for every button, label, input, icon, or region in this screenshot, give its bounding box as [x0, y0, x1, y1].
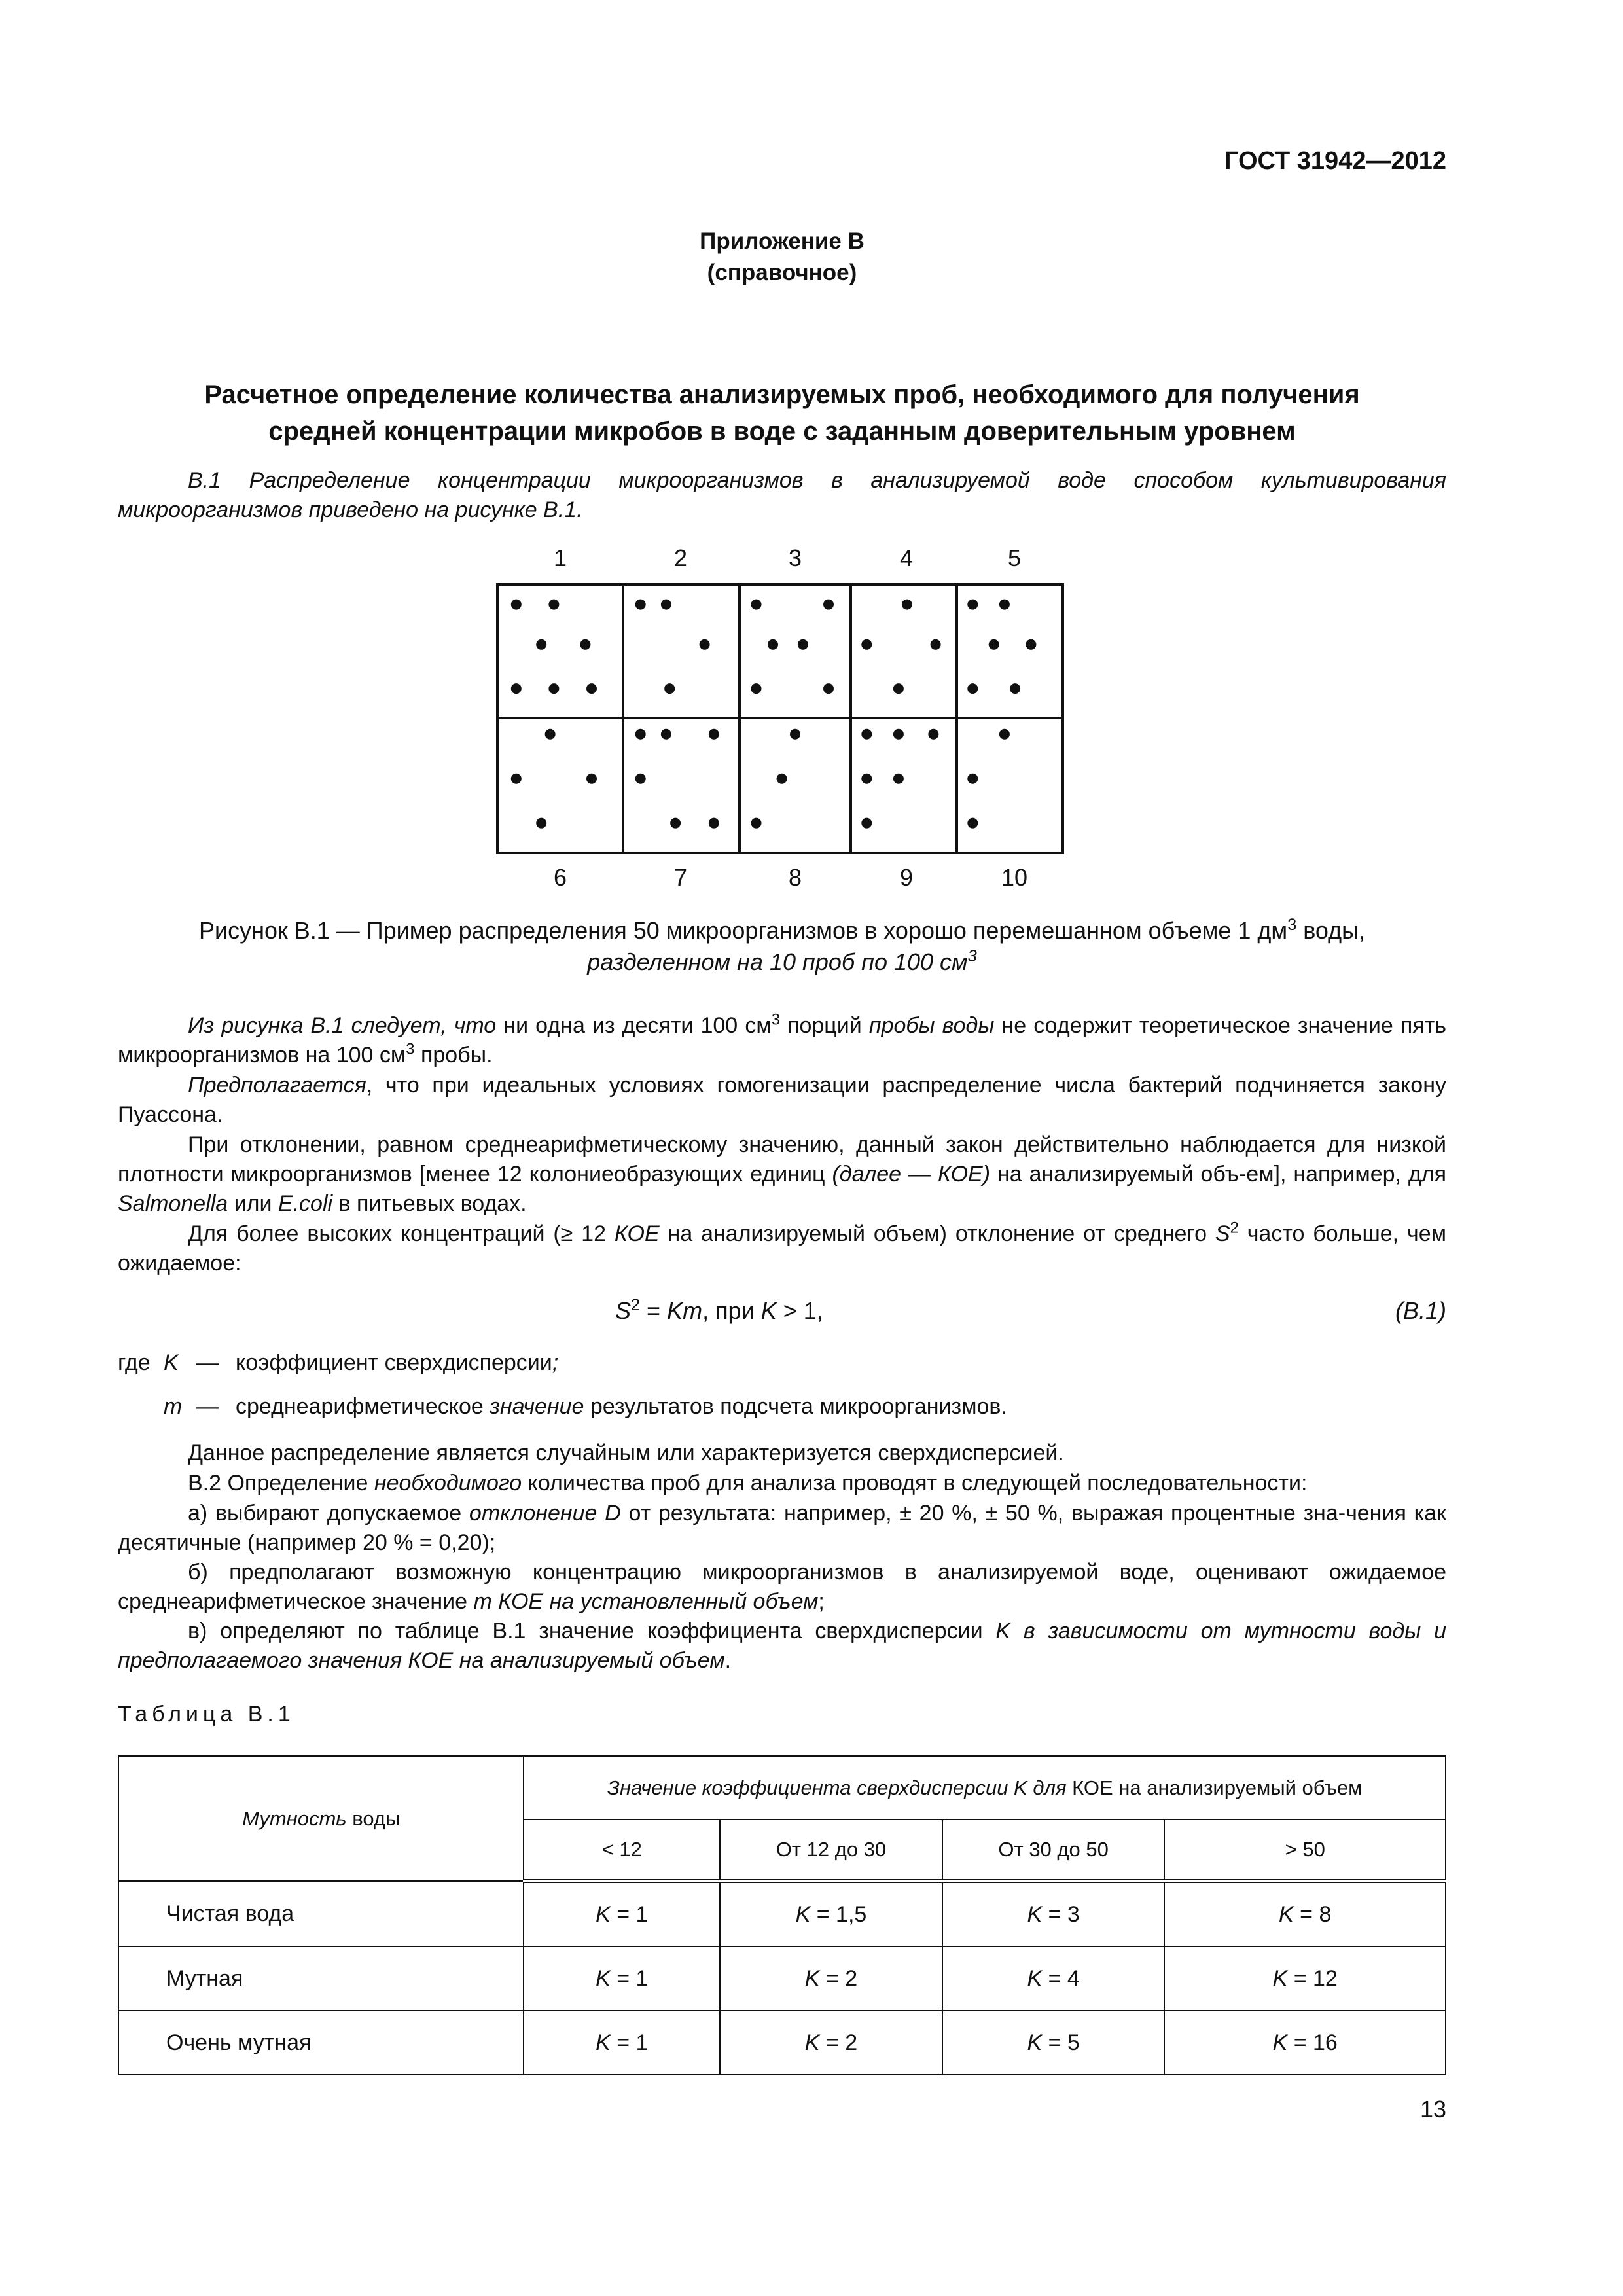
text-italic: Мутность — [242, 1806, 347, 1830]
text: , что при идеальных условиях гомогенизации распределение числа бактерий подчиняется закону Пуассона. — [118, 1073, 1446, 1127]
text-italic: пробы воды — [868, 1013, 995, 1038]
k-symbol: K — [1279, 1901, 1294, 1927]
text: = — [810, 1901, 836, 1927]
microorganism-dot — [536, 818, 546, 829]
table-row-label: Чистая вода — [118, 1881, 524, 1946]
text: В.2 Определение — [188, 1471, 374, 1496]
table-cell — [720, 2011, 942, 2075]
text-italic: необходимого — [374, 1471, 522, 1496]
text-italic: m КОЕ на установленный объем — [473, 1589, 819, 1614]
cell-value: 1 — [635, 1965, 649, 1991]
text: ни одна из десяти 100 см — [496, 1013, 772, 1038]
microorganism-dot — [967, 818, 978, 829]
paragraph-poisson — [118, 1071, 1446, 1130]
microorganism-dot — [967, 683, 978, 694]
cell-label-top: 1 — [553, 545, 567, 571]
text: ; — [818, 1589, 825, 1614]
microorganism-dot — [751, 683, 762, 694]
microorganism-dot — [1026, 639, 1036, 650]
table-cell — [720, 1946, 942, 2011]
where-prefix: где — [118, 1350, 151, 1375]
microorganism-dot — [823, 600, 834, 610]
k-symbol: K — [1027, 1901, 1043, 1927]
table-column-header: От 12 до 30 — [720, 1820, 942, 1881]
text-italic: Значение коэффициента сверхдисперсии K для — [607, 1776, 1067, 1799]
text-italic: Salmonella — [118, 1191, 228, 1216]
text-italic: S — [1215, 1221, 1230, 1246]
cell-value: 8 — [1319, 1901, 1332, 1927]
k-symbol: K — [596, 1901, 611, 1927]
text-italic: K в зависимости от мутности воды и предполагаемого значения КОЕ на анализируемый объем — [118, 1619, 1446, 1673]
text: в питьевых водах. — [332, 1191, 527, 1216]
text: порций — [779, 1013, 869, 1038]
table-row — [118, 2011, 1446, 2075]
k-symbol: K — [596, 2030, 611, 2055]
table-cell — [720, 1881, 942, 1946]
text: а) выбирают допускаемое — [188, 1501, 469, 1526]
microorganism-dot — [635, 600, 646, 610]
caption-line-1 — [118, 915, 1446, 946]
microorganism-dot — [893, 774, 904, 784]
text: не содержит теоретическое значение пять микроорганизмов на 100 см — [118, 1013, 1447, 1067]
where-dash: — — [196, 1350, 219, 1375]
microorganism-dot — [548, 600, 559, 610]
text-italic: отклонение D — [469, 1501, 621, 1526]
text: При отклонении, равном среднеарифметическому значению, данный закон действительно наблюдается для низкой плотности микроорганизмов [менее 12 колониеобразующих единиц — [118, 1132, 1446, 1187]
formula-text: = — [640, 1297, 668, 1324]
k-symbol: K — [1027, 1965, 1043, 1991]
text: Для более высоких концентраций (≥ 12 — [188, 1221, 615, 1246]
text: = — [610, 2030, 636, 2055]
where-dash: — — [196, 1394, 219, 1419]
text: = — [1042, 2030, 1067, 2055]
table-cell — [1164, 1881, 1446, 1946]
text-italic: (далее — КОЕ) — [832, 1162, 991, 1187]
text: = — [1287, 2030, 1313, 2055]
text: . — [724, 1648, 732, 1673]
text: КОЕ на анализируемый объем — [1066, 1776, 1363, 1799]
paragraph-high-concentration — [118, 1219, 1446, 1278]
microorganism-dot — [751, 600, 762, 610]
cell-label-bottom: 7 — [673, 864, 688, 891]
document-code: ГОСТ 31942—2012 — [1224, 147, 1446, 175]
microorganism-dot — [661, 600, 671, 610]
table-cell — [524, 2011, 720, 2075]
text: от результата: например, ± 20 %, ± 50 %, выражая процентные зна-чения как десятичные (например 20 % = 0,20); — [118, 1501, 1446, 1555]
cell-label-bottom: 10 — [1001, 864, 1028, 891]
formula-symbol: S — [615, 1297, 632, 1324]
microorganism-dot — [861, 774, 872, 784]
superscript: 3 — [406, 1040, 415, 1058]
cell-value: 3 — [1067, 1901, 1080, 1927]
annex-subtitle: (справочное) — [707, 260, 857, 285]
superscript: 2 — [1230, 1219, 1239, 1237]
caption-text: Рисунок В.1 — Пример распределения 50 микроорганизмов в хорошо перемешанном объеме 1 дм — [198, 917, 1288, 944]
cell-value: 5 — [1067, 2030, 1080, 2055]
annex-title: Приложение В — [700, 228, 865, 254]
table-cell — [1164, 2011, 1446, 2075]
formula-symbol: Km — [667, 1297, 703, 1324]
cell-value: 1 — [635, 1901, 649, 1927]
text-italic: ; — [552, 1350, 559, 1375]
text-italic: КОЕ — [614, 1221, 660, 1246]
figure-caption — [118, 915, 1446, 978]
microorganism-dot — [580, 639, 590, 650]
cell-label-top: 4 — [899, 545, 914, 571]
caption-text: воды, — [1296, 917, 1366, 944]
microorganism-dot — [928, 729, 938, 740]
table-cell — [524, 1946, 720, 2011]
table-column-header: От 30 до 50 — [942, 1820, 1165, 1881]
microorganism-dot — [1010, 683, 1020, 694]
microorganism-dot — [768, 639, 778, 650]
text: на анализируемый объ-ем], например, для — [990, 1162, 1446, 1187]
cell-value: 2 — [845, 2030, 858, 2055]
cell-value: 12 — [1313, 1965, 1338, 1991]
paragraph-random-distribution: Данное распределение является случайным или характеризуется сверхдисперсией. — [188, 1441, 1064, 1465]
microorganism-dot — [670, 818, 681, 829]
cell-label-top: 5 — [1007, 545, 1022, 571]
text: = — [1042, 1901, 1067, 1927]
caption-superscript: 3 — [967, 947, 977, 965]
microorganism-dot — [893, 683, 904, 694]
microorganism-dot — [664, 683, 675, 694]
text: коэффициент сверхдисперсии — [236, 1350, 552, 1375]
microorganism-dot — [861, 639, 872, 650]
microorganism-dot — [967, 774, 978, 784]
microorganism-dot — [893, 729, 904, 740]
where-k-description — [236, 1350, 558, 1376]
table-cell — [942, 1946, 1165, 2011]
text: в) определяют по таблице В.1 значение коэффициента сверхдисперсии — [188, 1619, 996, 1643]
cell-value: 16 — [1313, 2030, 1338, 2055]
text: = — [1042, 1965, 1067, 1991]
text-italic: Из рисунка В.1 следует, что — [188, 1013, 497, 1038]
paragraph-step-c — [118, 1617, 1446, 1676]
table-colgroup-header — [524, 1756, 1446, 1820]
title-line-2: средней концентрации микробов в воде с заданным доверительным уровнем — [268, 417, 1296, 446]
formula-text: > 1, — [776, 1297, 823, 1324]
table-cell — [942, 1881, 1165, 1946]
k-symbol: K — [1272, 1965, 1288, 1991]
microorganism-dot — [511, 774, 522, 784]
text: пробы. — [414, 1043, 493, 1067]
microorganism-dot — [777, 774, 787, 784]
microorganism-dot — [967, 600, 978, 610]
sample-grid — [0, 0, 1623, 916]
where-symbol-k: K — [164, 1350, 179, 1375]
table-header-row — [118, 1756, 1446, 1820]
text: на анализируемый объем) отклонение от среднего — [659, 1221, 1215, 1246]
formula-b1 — [615, 1297, 823, 1325]
text: = — [819, 2030, 846, 2055]
microorganism-dot — [635, 729, 646, 740]
cell-label-bottom: 8 — [788, 864, 802, 891]
text: часто больше, чем ожидаемое: — [118, 1221, 1446, 1276]
title-line-1: Расчетное определение количества анализируемых проб, необходимого для получения — [204, 380, 1360, 409]
superscript: 3 — [771, 1011, 780, 1029]
microorganism-dot — [700, 639, 710, 650]
microorganism-dot — [999, 729, 1010, 740]
cell-value: 1,5 — [836, 1901, 867, 1927]
caption-superscript: 3 — [1287, 916, 1297, 934]
cell-label-bottom: 6 — [553, 864, 567, 891]
cell-label-bottom: 9 — [899, 864, 914, 891]
microorganism-dot — [709, 729, 719, 740]
where-m-description — [236, 1394, 1007, 1420]
cell-label-top: 2 — [673, 545, 688, 571]
text: или — [228, 1191, 278, 1216]
paragraph-figure-conclusion — [118, 1011, 1446, 1070]
table-row — [118, 1881, 1446, 1946]
text: среднеарифметическое — [236, 1394, 490, 1419]
k-symbol: K — [795, 1901, 811, 1927]
microorganism-dot — [751, 818, 762, 829]
formula-symbol: K — [760, 1297, 777, 1324]
paragraph-b2 — [118, 1469, 1446, 1498]
k-symbol: K — [804, 2030, 820, 2055]
text-italic: значение — [490, 1394, 584, 1419]
microorganism-dot — [823, 683, 834, 694]
text: количества проб для анализа проводят в следующей последовательности: — [522, 1471, 1308, 1496]
cell-value: 1 — [635, 2030, 649, 2055]
microorganism-dot — [661, 729, 671, 740]
text: результатов подсчета микроорганизмов. — [584, 1394, 1007, 1419]
microorganism-dot — [635, 774, 646, 784]
table-cell — [524, 1881, 720, 1946]
cell-label-top: 3 — [788, 545, 802, 571]
microorganism-dot — [902, 600, 912, 610]
caption-text: разделенном на 10 проб по 100 см — [587, 948, 968, 975]
where-symbol-m: m — [164, 1394, 183, 1419]
text: б) предполагают возможную концентрацию микроорганизмов в анализируемой воде, оценивают ожидаемое среднеарифметическое значение — [118, 1560, 1446, 1614]
table-row — [118, 1946, 1446, 2011]
table-column-header: > 50 — [1164, 1820, 1446, 1881]
microorganism-dot — [861, 818, 872, 829]
paragraph-step-a — [118, 1499, 1446, 1558]
table-cell — [1164, 1946, 1446, 2011]
formula-text: , при — [702, 1297, 761, 1324]
table-rowhead — [118, 1756, 524, 1881]
microorganism-dot — [536, 639, 546, 650]
coefficient-table — [118, 1755, 1446, 2075]
microorganism-dot — [586, 683, 597, 694]
microorganism-dot — [861, 729, 872, 740]
k-symbol: K — [596, 1965, 611, 1991]
microorganism-dot — [798, 639, 808, 650]
microorganism-dot — [586, 774, 597, 784]
microorganism-dot — [931, 639, 941, 650]
formula-number: (В.1) — [1395, 1297, 1446, 1324]
text-italic: E.coli — [277, 1191, 333, 1216]
text: воды — [346, 1806, 401, 1830]
text: = — [819, 1965, 846, 1991]
microorganism-dot — [511, 600, 522, 610]
microorganism-dot — [999, 600, 1010, 610]
cell-value: 2 — [845, 1965, 858, 1991]
microorganism-dot — [709, 818, 719, 829]
microorganism-dot — [989, 639, 999, 650]
text: = — [610, 1901, 636, 1927]
k-symbol: K — [804, 1965, 820, 1991]
page-number: 13 — [1419, 2096, 1446, 2123]
table-column-header: < 12 — [524, 1820, 720, 1881]
text: = — [610, 1965, 636, 1991]
table-cell — [942, 2011, 1165, 2075]
cell-value: 4 — [1067, 1965, 1080, 1991]
microorganism-dot — [511, 683, 522, 694]
paragraph-low-density — [118, 1130, 1446, 1219]
text: = — [1293, 1901, 1319, 1927]
text-italic: Предполагается — [188, 1073, 366, 1098]
table-row-label: Очень мутная — [118, 2011, 524, 2075]
microorganism-dot — [548, 683, 559, 694]
table-caption: Таблица В.1 — [118, 1702, 295, 1727]
microorganism-dot — [790, 729, 800, 740]
paragraph-step-b — [118, 1558, 1446, 1617]
text: = — [1287, 1965, 1313, 1991]
k-symbol: K — [1027, 2030, 1043, 2055]
microorganism-dot — [545, 729, 556, 740]
caption-line-2 — [118, 946, 1446, 978]
table-row-label: Мутная — [118, 1946, 524, 2011]
k-symbol: K — [1272, 2030, 1288, 2055]
formula-superscript: 2 — [631, 1296, 641, 1314]
intro-paragraph: В.1 Распределение концентрации микроорганизмов в анализируемой воде способом культивирования микроорганизмов приведено на рисунке В.1. — [118, 468, 1446, 522]
